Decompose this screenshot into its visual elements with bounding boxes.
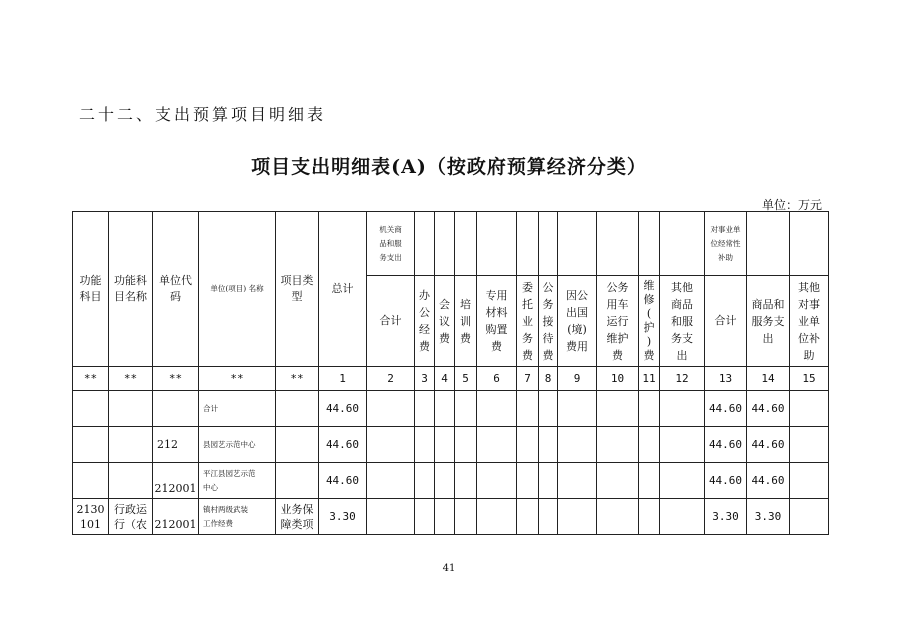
header-c-maintenance: 维 修 ( 护 ) 费 bbox=[639, 276, 660, 367]
index-cell: ** bbox=[73, 367, 109, 391]
unit-name-cell: 合计 bbox=[199, 391, 276, 427]
header-c-entrusted: 委 托 业 务 费 bbox=[517, 276, 539, 367]
unit-code-cell bbox=[153, 391, 199, 427]
header-spacer bbox=[517, 212, 539, 276]
table-row bbox=[73, 427, 829, 463]
subsidy-goods-cell: 3.30 bbox=[747, 499, 790, 535]
subsidy-goods-cell: 44.60 bbox=[747, 391, 790, 427]
index-cell: 1 bbox=[319, 367, 367, 391]
func-name-cell bbox=[109, 463, 153, 499]
unit-code-cell: 212001 bbox=[153, 463, 199, 499]
header-spacer bbox=[660, 212, 705, 276]
header-group-commodity: 机关商 品和服 务支出 bbox=[367, 212, 415, 276]
header-c-meeting: 会 议 费 bbox=[435, 276, 455, 367]
header-c-other-goods: 其他 商品 和服 务支 出 bbox=[660, 276, 705, 367]
header-func-subject-name: 功能科 目名称 bbox=[109, 212, 153, 367]
func-code-cell: 2130 101 bbox=[73, 499, 109, 535]
index-cell: 13 bbox=[705, 367, 747, 391]
index-cell: 6 bbox=[477, 367, 517, 391]
header-c-training: 培 训 费 bbox=[455, 276, 477, 367]
index-cell: 14 bbox=[747, 367, 790, 391]
header-c-materials: 专用 材料 购置 费 bbox=[477, 276, 517, 367]
project-type-cell bbox=[276, 463, 319, 499]
header-spacer bbox=[455, 212, 477, 276]
unit-code-cell: 212001 bbox=[153, 499, 199, 535]
index-cell: 2 bbox=[367, 367, 415, 391]
header-unit-name: 单位(项目) 名称 bbox=[199, 212, 276, 367]
unit-name-cell: 平江县园艺示范 中心 bbox=[199, 463, 276, 499]
func-code-cell bbox=[73, 427, 109, 463]
func-code-cell bbox=[73, 391, 109, 427]
header-spacer bbox=[477, 212, 517, 276]
index-cell: ** bbox=[276, 367, 319, 391]
expenditure-table bbox=[72, 211, 829, 535]
index-cell: ** bbox=[199, 367, 276, 391]
table-row bbox=[73, 499, 829, 535]
header-spacer bbox=[790, 212, 829, 276]
header-s-subtotal: 合计 bbox=[705, 276, 747, 367]
unit-name-cell: 镇村两级武装 工作经费 bbox=[199, 499, 276, 535]
table-row bbox=[73, 391, 829, 427]
subsidy-subtotal-cell: 3.30 bbox=[705, 499, 747, 535]
header-spacer bbox=[597, 212, 639, 276]
index-cell: 4 bbox=[435, 367, 455, 391]
header-spacer bbox=[639, 212, 660, 276]
section-heading: 二十二、支出预算项目明细表 bbox=[79, 105, 327, 124]
total-cell: 44.60 bbox=[319, 391, 367, 427]
header-group-subsidy: 对事业单 位经常性 补助 bbox=[705, 212, 747, 276]
table-title: 项目支出明细表(A)（按政府预算经济分类） bbox=[251, 156, 647, 178]
header-project-type: 项目类 型 bbox=[276, 212, 319, 367]
unit-label: 单位：万元 bbox=[761, 198, 822, 212]
header-spacer bbox=[435, 212, 455, 276]
header-unit-code: 单位代 码 bbox=[153, 212, 199, 367]
page-number: 41 bbox=[442, 563, 456, 574]
func-name-cell: 行政运 行（农 bbox=[109, 499, 153, 535]
index-cell: 8 bbox=[539, 367, 558, 391]
table-row bbox=[73, 463, 829, 499]
index-cell: ** bbox=[153, 367, 199, 391]
header-total: 总计 bbox=[319, 212, 367, 367]
header-spacer bbox=[558, 212, 597, 276]
unit-code-cell: 212 bbox=[153, 427, 199, 463]
func-code-cell bbox=[73, 463, 109, 499]
header-c-reception: 公 务 接 待 费 bbox=[539, 276, 558, 367]
subsidy-subtotal-cell: 44.60 bbox=[705, 427, 747, 463]
project-type-cell: 业务保 障类项 bbox=[276, 499, 319, 535]
func-name-cell bbox=[109, 391, 153, 427]
project-type-cell bbox=[276, 427, 319, 463]
header-spacer bbox=[415, 212, 435, 276]
header-spacer bbox=[539, 212, 558, 276]
index-cell: 11 bbox=[639, 367, 660, 391]
header-s-other: 其他 对事 业单 位补 助 bbox=[790, 276, 829, 367]
subsidy-goods-cell: 44.60 bbox=[747, 427, 790, 463]
header-s-goods: 商品和 服务支 出 bbox=[747, 276, 790, 367]
index-cell: 3 bbox=[415, 367, 435, 391]
header-c-abroad: 因公 出国 (境) 费用 bbox=[558, 276, 597, 367]
project-type-cell bbox=[276, 391, 319, 427]
header-func-subject: 功能 科目 bbox=[73, 212, 109, 367]
subsidy-subtotal-cell: 44.60 bbox=[705, 391, 747, 427]
total-cell: 44.60 bbox=[319, 463, 367, 499]
index-cell: 10 bbox=[597, 367, 639, 391]
subsidy-subtotal-cell: 44.60 bbox=[705, 463, 747, 499]
index-row bbox=[73, 367, 829, 391]
header-spacer bbox=[747, 212, 790, 276]
index-cell: 7 bbox=[517, 367, 539, 391]
index-cell: 5 bbox=[455, 367, 477, 391]
index-cell: ** bbox=[109, 367, 153, 391]
subsidy-goods-cell: 44.60 bbox=[747, 463, 790, 499]
header-c-subtotal: 合计 bbox=[367, 276, 415, 367]
header-c-vehicle: 公务 用车 运行 维护 费 bbox=[597, 276, 639, 367]
func-name-cell bbox=[109, 427, 153, 463]
total-cell: 44.60 bbox=[319, 427, 367, 463]
total-cell: 3.30 bbox=[319, 499, 367, 535]
header-c-office: 办 公 经 费 bbox=[415, 276, 435, 367]
index-cell: 15 bbox=[790, 367, 829, 391]
unit-name-cell: 县园艺示范中心 bbox=[199, 427, 276, 463]
index-cell: 9 bbox=[558, 367, 597, 391]
index-cell: 12 bbox=[660, 367, 705, 391]
